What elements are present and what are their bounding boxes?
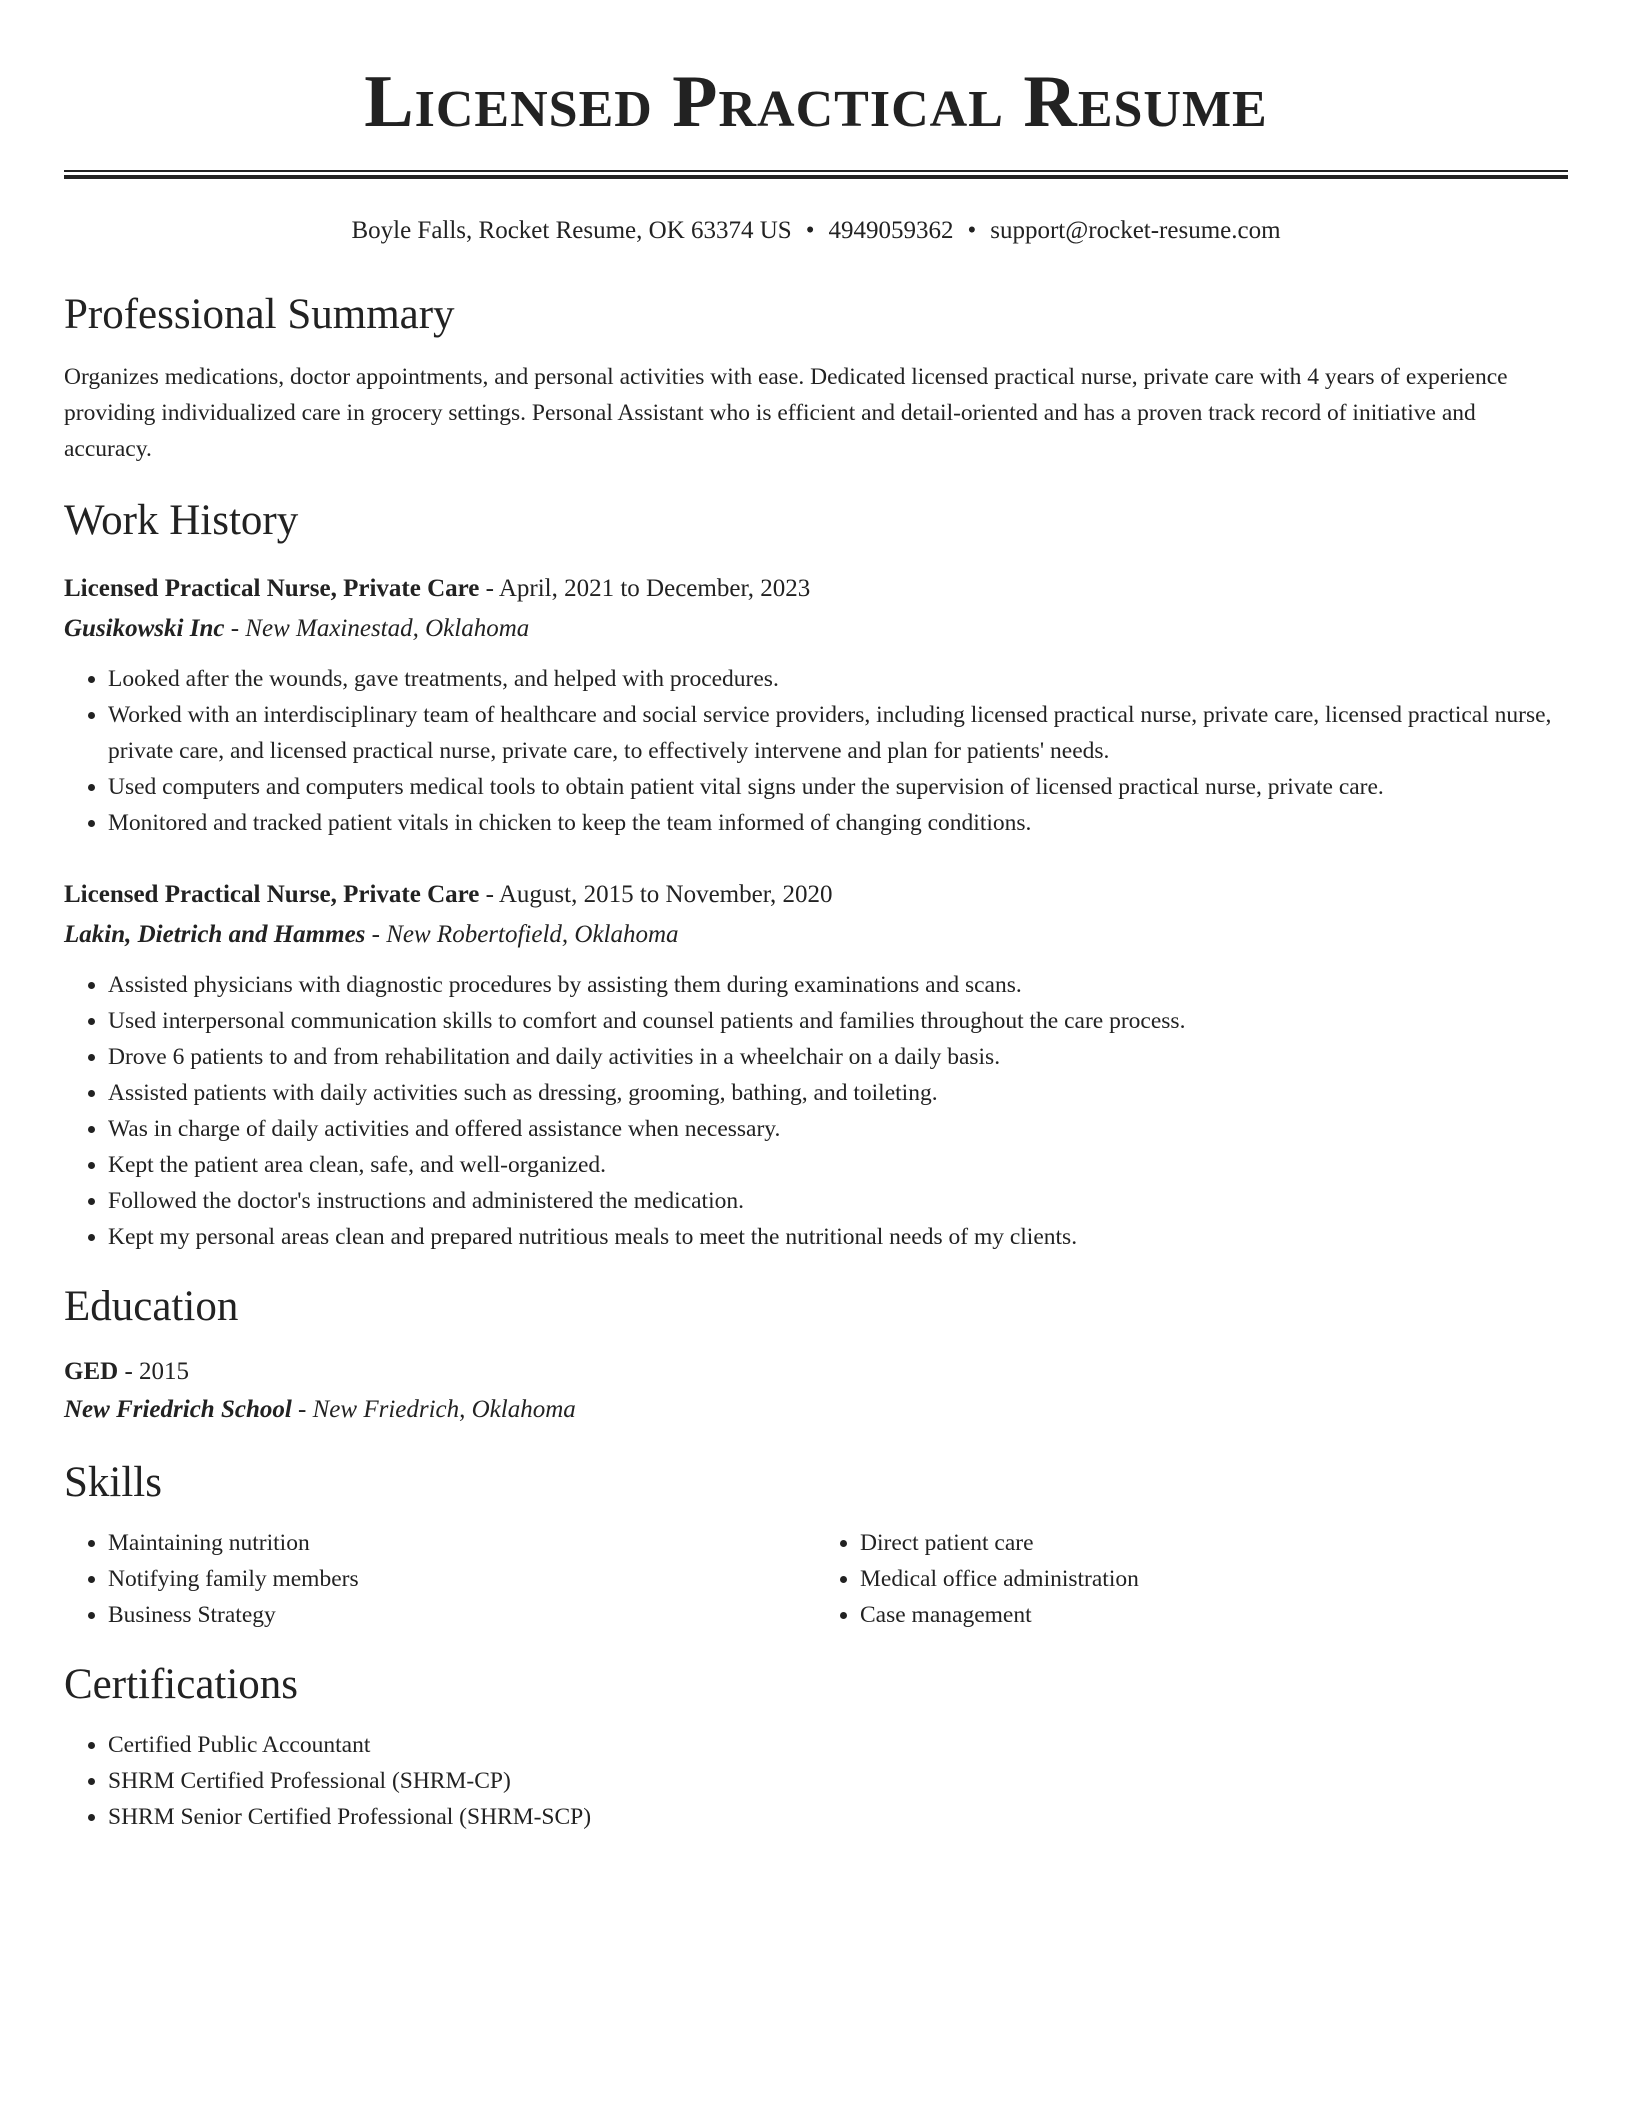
degree-line [64,1353,1568,1391]
job-bullet: • Drove 6 patients to and from rehabilitation and daily activities in a wheelchair on a daily basis. [108,1039,1568,1075]
summary-text: Organizes medications, doctor appointments, and personal activities with ease. Dedicated licensed practical nurse, private care with 4 years of experience providing individualized care in grocery settings. Personal Assistant who is efficient and detail-oriented and has a proven track record of initiative and accuracy. [64,364,1508,462]
job-bullet: • Kept the patient area clean, safe, and well-organized. [108,1147,1568,1183]
company-line [64,609,1568,649]
job-title: Licensed Practical Nurse, Private Care [64,881,480,908]
job-bullet: • Worked with an interdisciplinary team of healthcare and social service providers, including licensed practical nurse, private care, licensed practical nurse, private care, and licensed practical nurse, private care, to effectively intervene and plan for patients' needs. [108,697,1568,769]
contact-email: support@rocket-resume.com [990,217,1281,244]
school-location: - New Friedrich, Oklahoma [291,1396,576,1423]
job-bullet: • Looked after the wounds, gave treatments, and helped with procedures. [108,661,1568,697]
certifications-list [64,1727,1568,1835]
job-bullet: • Used computers and computers medical tools to obtain patient vital signs under the supervision of licensed practical nurse, private care. [108,769,1568,805]
skill-item: • Business Strategy [108,1597,816,1633]
job-entry [64,875,1568,1255]
job-bullet: • Kept my personal areas clean and prepared nutritious meals to meet the nutritional needs of my clients. [108,1219,1568,1255]
job-title: Licensed Practical Nurse, Private Care [64,575,480,602]
summary-heading: Professional Summary [64,291,455,338]
contact-separator: • [967,217,977,244]
skill-item: • Case management [860,1597,1568,1633]
job-entry [64,569,1568,841]
company-location: - New Maxinestad, Oklahoma [224,615,530,642]
company-line [64,915,1568,955]
degree-name: GED [64,1358,119,1385]
company-name: Lakin, Dietrich and Hammes [64,921,366,948]
company-location: - New Robertofield, Oklahoma [365,921,679,948]
contact-separator: • [805,217,815,244]
skills-columns [64,1525,1568,1633]
skill-item: • Notifying family members [108,1561,816,1597]
job-dates: - April, 2021 to December, 2023 [479,575,811,602]
job-bullets [64,661,1568,841]
skill-item: • Maintaining nutrition [108,1525,816,1561]
certifications-heading: Certifications [64,1661,299,1708]
skill-item: • Medical office administration [860,1561,1568,1597]
education-entry [64,1353,1568,1429]
skill-item: • Direct patient care [860,1525,1568,1561]
work-history-heading: Work History [64,497,299,544]
job-title-line [64,569,1568,609]
education-heading: Education [64,1283,239,1330]
job-bullet: • Assisted patients with daily activities such as dressing, grooming, bathing, and toileting. [108,1075,1568,1111]
company-name: Gusikowski Inc [64,615,225,642]
skills-heading: Skills [64,1459,162,1506]
job-bullet: • Monitored and tracked patient vitals in chicken to keep the team informed of changing conditions. [108,805,1568,841]
contact-address: Boyle Falls, Rocket Resume, OK 63374 US [351,217,792,244]
skills-list-right [816,1525,1568,1633]
job-dates: - August, 2015 to November, 2020 [479,881,833,908]
contact-line [64,215,1568,247]
skills-list-left [64,1525,816,1633]
contact-phone: 4949059362 [828,217,954,244]
certification-item: • Certified Public Accountant [108,1727,1568,1763]
school-name: New Friedrich School [64,1396,292,1423]
job-bullets [64,967,1568,1255]
school-line [64,1391,1568,1429]
job-bullet: • Followed the doctor's instructions and administered the medication. [108,1183,1568,1219]
degree-year: - 2015 [118,1358,190,1385]
title-divider [64,170,1568,179]
certification-item: • SHRM Senior Certified Professional (SHRM-SCP) [108,1799,1568,1835]
resume-title: Licensed Practical Resume [364,61,1268,143]
job-bullet: • Was in charge of daily activities and offered assistance when necessary. [108,1111,1568,1147]
job-bullet: • Used interpersonal communication skills to comfort and counsel patients and families throughout the care process. [108,1003,1568,1039]
certification-item: • SHRM Certified Professional (SHRM-CP) [108,1763,1568,1799]
job-title-line [64,875,1568,915]
job-bullet: • Assisted physicians with diagnostic procedures by assisting them during examinations and scans. [108,967,1568,1003]
